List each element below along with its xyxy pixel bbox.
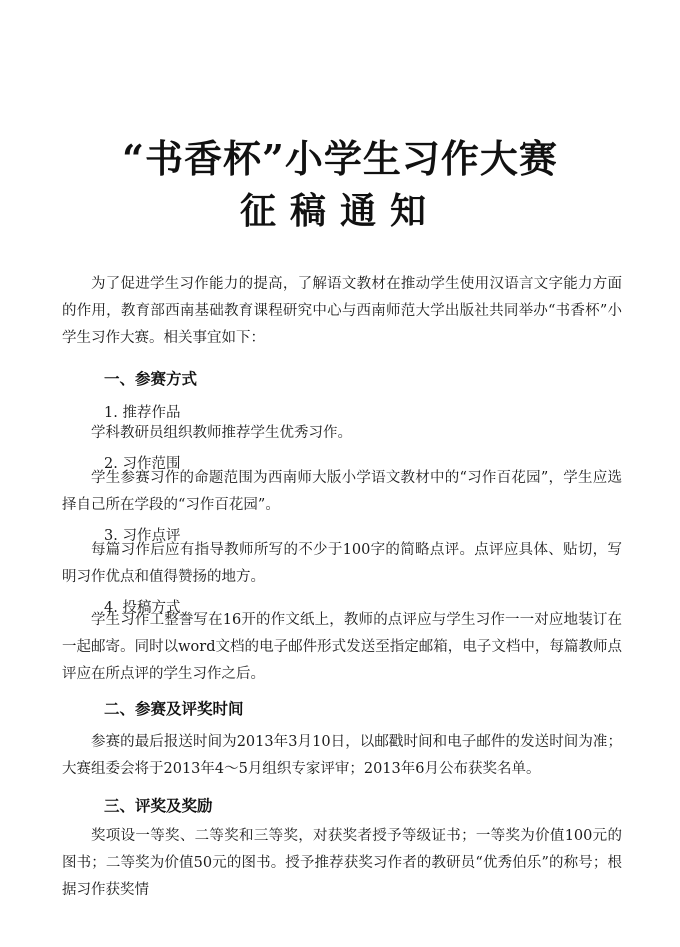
- timeline-paragraph: 参赛的最后报送时间为2013年3月10日，以邮戳时间和电子邮件的发送时间为准；大赛组委会将于2013年4～5月组织专家评审；2013年6月公布获奖名单。: [62, 734, 622, 777]
- intro-paragraph: 为了促进学生习作能力的提高，了解语文教材在推动学生使用汉语言文字能力方面的作用，教育部西南基础教育课程研究中心与西南师范大学出版社共同举办“书香杯”小学生习作大赛。相关事宜如下：: [62, 276, 622, 346]
- item-label-comment: 3. 习作点评: [104, 528, 181, 544]
- item-label-recommend: 1. 推荐作品: [104, 405, 181, 421]
- section-heading-awards: 三、评奖及奖励: [104, 797, 213, 815]
- item-text-comment: 每篇习作后应有指导教师所写的不少于100字的简略点评。点评应具体、贴切，写明习作优点和值得赞扬的地方。: [62, 542, 622, 585]
- item-label-scope: 2. 习作范围: [104, 456, 181, 472]
- section-heading-participation: 一、参赛方式: [104, 370, 198, 388]
- document-subtitle: 征稿通知: [239, 190, 440, 232]
- awards-paragraph: 奖项设一等奖、二等奖和三等奖，对获奖者授予等级证书；一等奖为价值100元的图书；二等奖为价值50元的图书。授予推荐获奖习作者的教研员“优秀伯乐”的称号；根据习作获奖情: [62, 828, 622, 898]
- document-title: “书香杯”小学生习作大赛: [122, 136, 558, 181]
- item-label-submission: 4. 投稿方式: [104, 600, 181, 616]
- item-text-scope: 学生参赛习作的命题范围为西南师大版小学语文教材中的“习作百花园”，学生应选择自己所在学段的“习作百花园”。: [62, 470, 622, 513]
- item-text-submission: 学生习作工整誊写在16开的作文纸上，教师的点评应与学生习作一一对应地装订在一起邮寄。同时以word文档的电子邮件形式发送至指定邮箱，电子文档中，每篇教师点评应在所点评的学生习作之后。: [62, 612, 622, 682]
- section-heading-timeline: 二、参赛及评奖时间: [104, 700, 244, 718]
- item-text-recommend: 学科教研员组织教师推荐学生优秀习作。: [91, 425, 352, 441]
